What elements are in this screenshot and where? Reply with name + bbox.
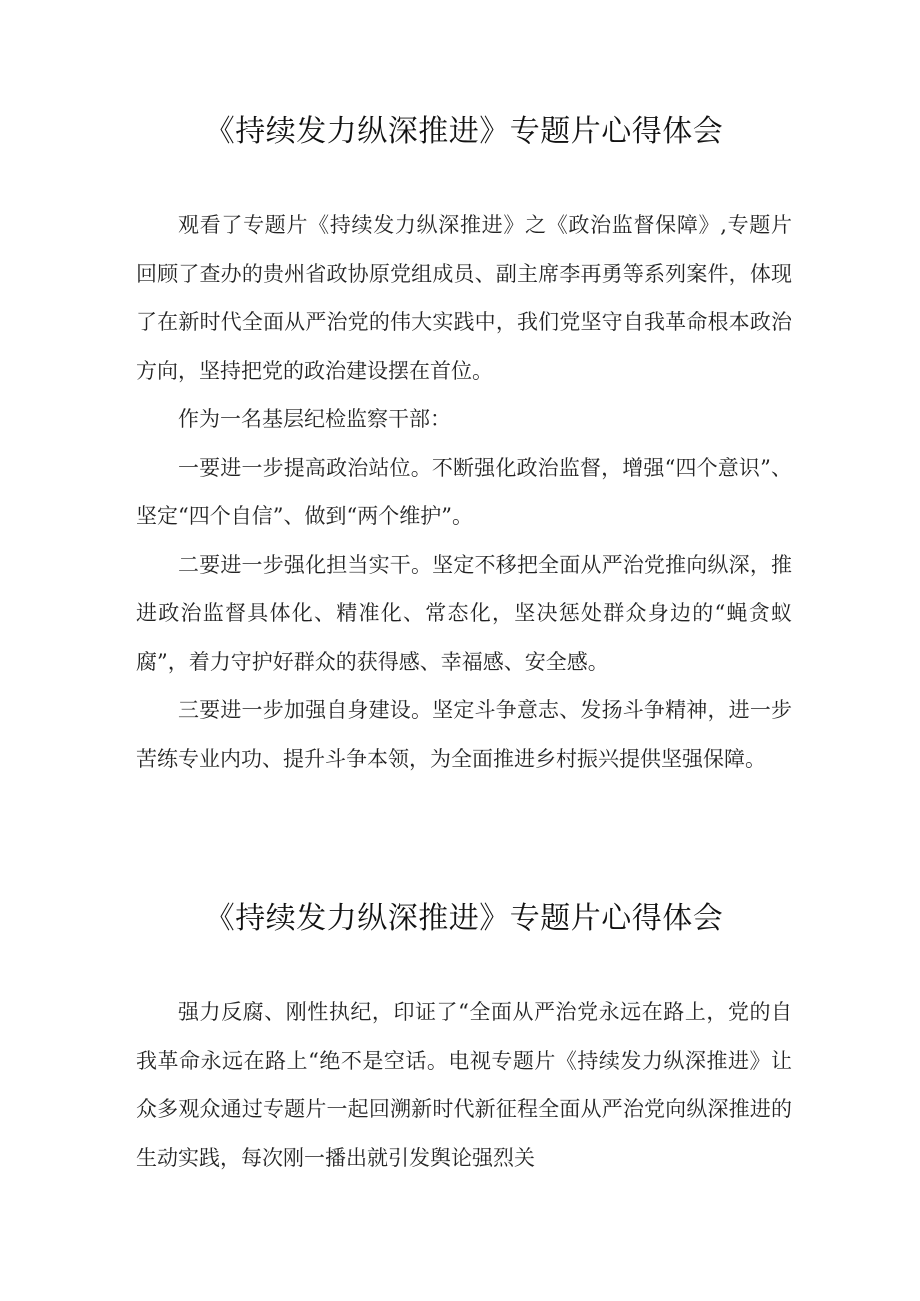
article-title: 《持续发力纵深推进》专题片心得体会 <box>204 114 724 149</box>
paragraph-point-two: 二要进一步强化担当实干。坚定不移把全面从严治党推向纵深，推进政治监督具体化、精准化、常态化，坚决惩处群众身边的“蝇贪蚁腐”，着力守护好群众的获得感、幸福感、安全感。 <box>136 552 792 674</box>
paragraph-lead-in: 作为一名基层纪检监察干部： <box>178 407 451 431</box>
paragraph-point-three: 三要进一步加强自身建设。坚定斗争意志、发扬斗争精神，进一步苦练专业内功、提升斗争本领，为全面推进乡村振兴提供坚强保障。 <box>136 698 792 771</box>
article-body <box>136 988 792 1182</box>
paragraph-intro: 观看了专题片《持续发力纵深推进》之《政治监督保障》,专题片回顾了查办的贵州省政协原党组成员、副主席李再勇等系列案件，体现了在新时代全面从严治党的伟大实践中，我们党坚守自我革命根本政治方向，坚持把党的政治建设摆在首位。 <box>136 213 792 383</box>
article-2 <box>136 895 792 1182</box>
article-1 <box>136 108 792 783</box>
article-title: 《持续发力纵深推进》专题片心得体会 <box>204 901 724 936</box>
paragraph-point-one: 一要进一步提高政治站位。不断强化政治监督，增强“四个意识”、坚定“四个自信”、做到“两个维护”。 <box>136 455 792 528</box>
paragraph-intro: 强力反腐、刚性执纪，印证了“全面从严治党永远在路上，党的自我革命永远在路上“绝不是空话。电视专题片《持续发力纵深推进》让众多观众通过专题片一起回溯新时代新征程全面从严治党向纵深推进的生动实践，每次刚一播出就引发舆论强烈关 <box>136 1000 792 1170</box>
article-body <box>136 201 792 783</box>
